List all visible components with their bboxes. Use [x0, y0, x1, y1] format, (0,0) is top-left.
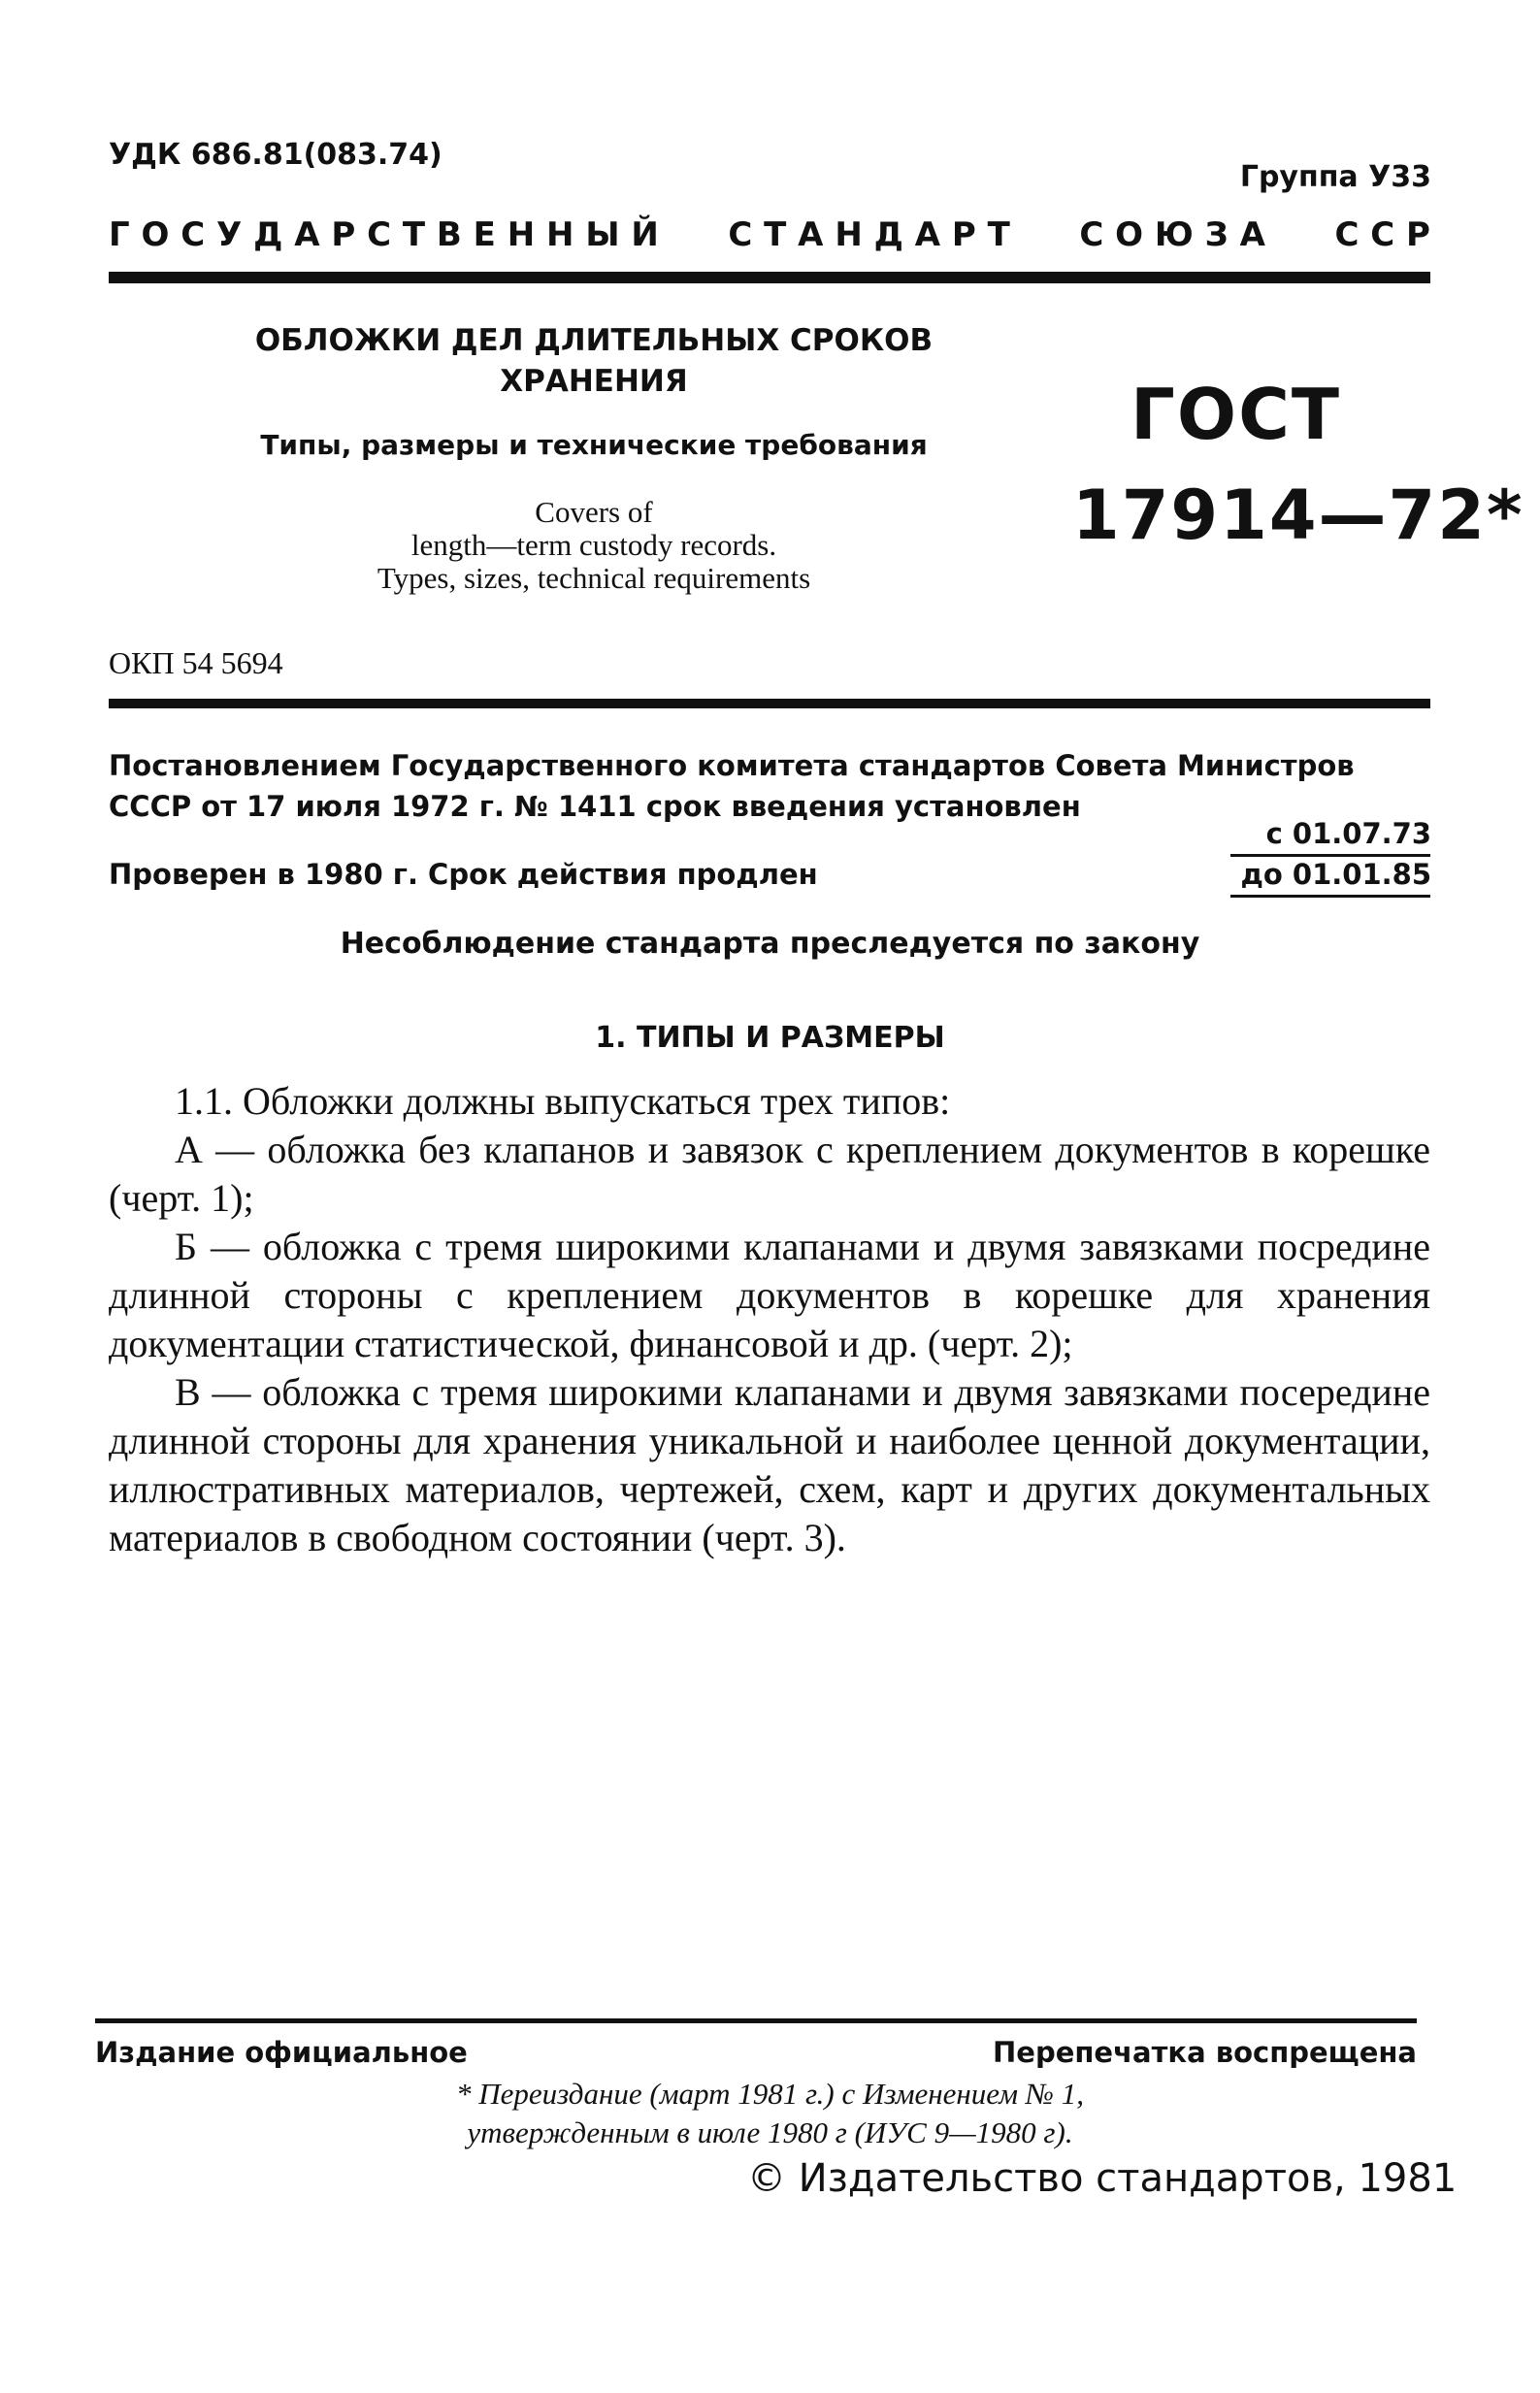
decree-text: Постановлением Государственного комитета стандартов Совета Министров СССР от 17 июля 1972 г. № 1411 срок введения установлен: [109, 749, 1355, 823]
note-line: * Переиздание (март 1981 г.) с Изменением № 1,: [455, 2077, 1085, 2111]
paragraph: 1.1. Обложки должны выпускаться трех типов:: [175, 1079, 951, 1123]
document-title: [109, 320, 1079, 402]
group-code: Группа У33: [1239, 160, 1431, 194]
legal-warning: Несоблюдение стандарта преследуется по закону: [340, 927, 1200, 961]
banner-word: Г О С У Д А Р С Т В Е Н Н Ы Й: [109, 215, 659, 254]
english-title: [109, 496, 1079, 595]
gost-label: ГОСТ: [1130, 374, 1342, 455]
title-block: [109, 320, 1079, 595]
section-heading: 1. ТИПЫ И РАЗМЕРЫ: [595, 1021, 945, 1055]
date-underline: [1230, 895, 1430, 898]
gost-number: 17914—72*: [1072, 475, 1524, 555]
english-title-line: length—term custody records.: [410, 528, 777, 562]
copyright: © Издательство стандартов, 1981: [747, 2156, 1458, 2201]
footer-rule: [95, 2018, 1417, 2023]
title-line: ХРАНЕНИЯ: [500, 364, 688, 399]
edition-label: Издание официальное: [95, 2036, 468, 2069]
paragraph: А — обложка без клапанов и завязок с креплением документов в корешке (черт. 1);: [109, 1128, 1430, 1220]
banner-word: С Т А Н Д А Р Т: [728, 215, 1010, 254]
banner-word: С С Р: [1334, 215, 1430, 254]
date-underline: [1230, 854, 1430, 857]
checked-note: Проверен в 1980 г. Срок действия продлен: [109, 858, 818, 891]
section-rule: [109, 699, 1430, 708]
extended-date: до 01.01.85: [1240, 858, 1431, 891]
okp-code: ОКП 54 5694: [109, 645, 283, 680]
header-rule: [109, 272, 1430, 283]
title-line: ОБЛОЖКИ ДЕЛ ДЛИТЕЛЬНЫХ СРОКОВ: [254, 323, 934, 358]
document-subtitle: Типы, размеры и технические требования: [260, 429, 928, 461]
paragraph: Б — обложка с тремя широкими клапанами и двумя завязками посредине длинной стороны с креплением документов в корешке для хранения документации статистической, финансовой и др. (черт. 2);: [109, 1225, 1430, 1365]
reprint-notice: Перепечатка воспрещена: [993, 2036, 1417, 2069]
banner-word: С О Ю З А: [1079, 215, 1265, 254]
reissue-note: [0, 2075, 1540, 2152]
note-line: утвержденным в июле 1980 г (ИУС 9—1980 г).: [467, 2115, 1073, 2149]
effective-date: с 01.07.73: [1265, 817, 1431, 850]
english-title-line: Types, sizes, technical requirements: [377, 561, 811, 595]
paragraph: В — обложка с тремя широкими клапанами и двумя завязками посередине длинной стороны для хранения уникальной и наиболее ценной документации, иллюстративных материалов, чертежей, схем, карт и других документальных материалов в свободном состоянии (черт. 3).: [109, 1370, 1430, 1559]
english-title-line: Covers of: [535, 495, 653, 529]
standard-banner: [109, 215, 1430, 254]
udk-code: УДК 686.81(083.74): [109, 138, 442, 172]
body-text: [109, 1077, 1430, 1562]
